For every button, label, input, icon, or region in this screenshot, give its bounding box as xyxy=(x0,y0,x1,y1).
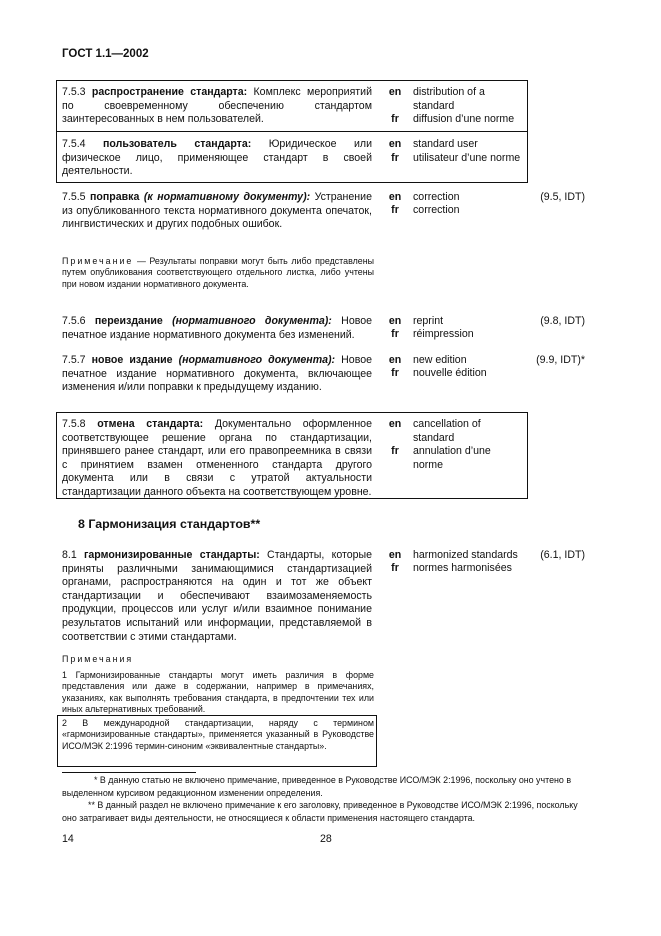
lang-en: en xyxy=(388,354,402,366)
footnote-2: ** В данный раздел не включено примечание к его заголовку, приведенное в Руководстве ИСО/МЭК 2:1996, поскольку оно затрагивает виды деятельности, не относящиеся к области применения настоящего стандарта. xyxy=(62,800,578,823)
equiv-fr: utilisateur d’une norme xyxy=(413,152,521,164)
equiv-fr: annulation d’une norme xyxy=(413,445,491,471)
document-header: ГОСТ 1.1—2002 xyxy=(62,48,149,60)
note-7-5-5 xyxy=(62,256,374,290)
entry-term: переиздание xyxy=(94,315,163,327)
equiv-fr: réimpression xyxy=(413,328,474,340)
note-label: Примечание xyxy=(62,256,134,266)
lang-en: en xyxy=(388,138,402,150)
iso-reference: (9.8, IDT) xyxy=(540,315,585,327)
entry-definition: Комплекс мероприятий по своевременному обеспечению стандартом заинтересованных в нем пользователей. xyxy=(62,86,372,126)
equiv-fr: correction xyxy=(413,204,460,216)
entry-8-1 xyxy=(62,549,372,644)
entry-number: 7.5.4 xyxy=(62,138,86,150)
entry-number: 7.5.3 xyxy=(62,86,86,98)
equiv-en: distribution of a standard xyxy=(413,86,485,112)
entry-definition: Новое печатное издание нормативного документа, включающее изменения и/или поправки к предыдущему изданию. xyxy=(62,354,372,394)
note-text: — Результаты поправки могут быть либо представлены путем опубликования соответствующего отдельного листка, либо учтены при новом издании нормативного документа. xyxy=(62,256,374,289)
lang-fr: fr xyxy=(391,152,399,164)
equiv-fr: diffusion d’une norme xyxy=(413,113,515,125)
lang-fr: fr xyxy=(391,328,399,340)
entry-term-qualifier: (нормативного документа): xyxy=(178,354,336,366)
page-number: 14 xyxy=(62,833,74,845)
iso-reference: (6.1, IDT) xyxy=(540,549,585,561)
iso-reference: (9.9, IDT)* xyxy=(536,354,585,366)
lang-fr: fr xyxy=(391,367,399,379)
entry-7-5-3 xyxy=(62,86,372,127)
entry-7-5-6 xyxy=(62,315,372,342)
footnote-rule xyxy=(62,772,196,773)
entry-definition: Устранение из опубликованного текста нормативного документа опечаток, лингвистических и других подобных ошибок. xyxy=(62,191,372,231)
equiv-en: standard user xyxy=(413,138,478,150)
entry-7-5-8 xyxy=(62,418,372,500)
lang-en: en xyxy=(388,315,402,327)
section-8-heading: 8 Гармонизация стандартов** xyxy=(78,517,261,531)
entry-number: 7.5.7 xyxy=(62,354,86,366)
equiv-fr: normes harmonisées xyxy=(413,562,512,574)
lang-en: en xyxy=(388,191,402,203)
sheet-number: 28 xyxy=(320,833,332,845)
equiv-en: cancellation of standard xyxy=(413,418,481,444)
lang-en: en xyxy=(388,549,402,561)
entry-term: пользователь стандарта: xyxy=(103,138,252,150)
entry-term: распространение стандарта: xyxy=(91,86,248,98)
equiv-en: harmonized standards xyxy=(413,549,518,561)
entry-7-5-4 xyxy=(62,138,372,179)
entry-definition: Документально оформленное соответствующее решение органа по стандартизации, принявшего ранее стандарт, или его правопреемника в связи с принятием взамен отмененного стандарта другого документа или в связи с утратой актуальности стандартизации данного объекта на соответствующем уровне. xyxy=(62,418,372,498)
equiv-en: correction xyxy=(413,191,460,203)
entry-term-qualifier: (нормативного документа): xyxy=(172,315,332,327)
lang-fr: fr xyxy=(391,204,399,216)
entry-7-5-7 xyxy=(62,354,372,395)
box-divider xyxy=(56,131,528,132)
entry-term: новое издание xyxy=(91,354,173,366)
lang-en: en xyxy=(388,86,402,98)
entry-term: гармонизированные стандарты: xyxy=(84,549,260,561)
notes-label: Примечания xyxy=(62,654,134,664)
entry-number: 8.1 xyxy=(62,549,77,561)
equiv-en: reprint xyxy=(413,315,444,327)
lang-en: en xyxy=(388,418,402,430)
lang-fr: fr xyxy=(391,445,399,457)
entry-number: 7.5.5 xyxy=(62,191,86,203)
entry-number: 7.5.6 xyxy=(62,315,86,327)
iso-reference: (9.5, IDT) xyxy=(540,191,585,203)
footnote-1: * В данную статью не включено примечание, приведенное в Руководстве ИСО/МЭК 2:1996, поскольку оно учтено в выделенном курсивом редакционном изменении определения. xyxy=(62,775,572,798)
lang-fr: fr xyxy=(391,562,399,574)
entry-7-5-5 xyxy=(62,191,372,232)
entry-definition: Стандарты, которые приняты различными занимающимися стандартизацией органами, распространяются на один и тот же объект стандартизации и обеспечивают взаимозаменяемость продукции, процессов или услуг и/или взаимное понимание результатов испытаний или информации, представляемой в соответствии с этими стандартами. xyxy=(62,549,373,643)
equiv-en: new edition xyxy=(413,354,467,366)
note-1: 1 Гармонизированные стандарты могут иметь различия в форме представления или даже в содержании, например в примечаниях, указаниях, как выполнять требования стандарта, в предпочтении тех или иных альтернативных требований. xyxy=(62,670,374,715)
note-2: 2 В международной стандартизации, наряду с термином «гармонизированные стандарты», применяется указанный в Руководстве ИСО/МЭК 2:1996 термин-синоним «эквивалентные стандарты». xyxy=(62,718,374,751)
lang-fr: fr xyxy=(391,113,399,125)
equiv-fr: nouvelle édition xyxy=(413,367,487,379)
entry-definition: Юридическое или физическое лицо, применяющее стандарт в своей деятельности. xyxy=(62,138,372,178)
entry-term: поправка xyxy=(90,191,140,203)
entry-term-qualifier: (к нормативному документу): xyxy=(143,191,311,203)
entry-number: 7.5.8 xyxy=(62,418,86,430)
entry-definition: Новое печатное издание нормативного документа без изменений. xyxy=(62,315,373,341)
entry-term: отмена стандарта: xyxy=(97,418,204,430)
